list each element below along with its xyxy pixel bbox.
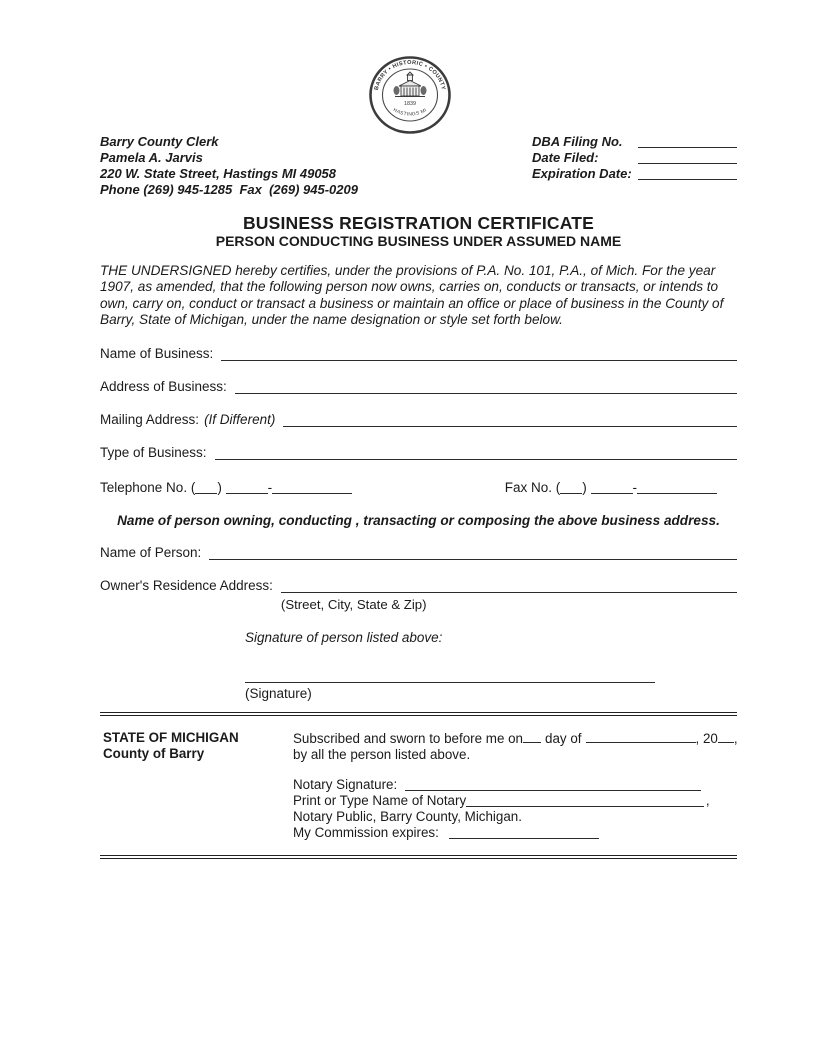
certification-paragraph: THE UNDERSIGNED hereby certifies, under the provisions of P.A. No. 101, P.A., of Mich. For the year 1907, as amended, that the following person now owns, carries on, conducts or transacts, or intends to own, carry on, conduct or transact a business or maintain an office or place of business in the County of Barry, State of Michigan, under the name designation or style set forth below. bbox=[100, 263, 724, 328]
business-name-label: Name of Business: bbox=[100, 345, 214, 361]
notary-signature-field[interactable] bbox=[405, 790, 700, 791]
title-block bbox=[100, 213, 737, 250]
mailing-address-label: Mailing Address: bbox=[100, 411, 200, 427]
person-name-label: Name of Person: bbox=[100, 544, 202, 560]
person-name-row bbox=[100, 543, 737, 563]
signature-block bbox=[245, 629, 737, 702]
county-seal-image bbox=[368, 56, 452, 134]
business-name-row bbox=[100, 344, 737, 364]
notary-print-name-label: Print or Type Name of Notary bbox=[293, 792, 467, 808]
clerk-name-line: Pamela A. Jarvis bbox=[100, 150, 203, 165]
dba-filing-no-label: DBA Filing No. bbox=[532, 134, 623, 149]
clerk-info-block bbox=[100, 134, 358, 198]
telephone-group bbox=[100, 478, 352, 498]
svg-text:HASTINGS MI bbox=[392, 107, 428, 117]
sworn-year-prefix: , 20 bbox=[695, 730, 718, 746]
commission-expires-row bbox=[293, 825, 738, 841]
business-name-field[interactable] bbox=[221, 360, 737, 361]
telephone-paren-close: ) bbox=[217, 479, 222, 495]
telephone-area-field[interactable] bbox=[195, 481, 217, 494]
filing-info-block bbox=[532, 134, 737, 198]
section-divider-bottom bbox=[100, 855, 737, 859]
clerk-phone-line: Phone (269) 945-1285 Fax (269) 945-0209 bbox=[100, 182, 358, 197]
notary-state-line: STATE OF MICHIGAN bbox=[103, 729, 239, 745]
telephone-prefix-field[interactable] bbox=[226, 481, 268, 494]
courthouse-icon bbox=[393, 72, 426, 97]
notary-print-name-field[interactable] bbox=[466, 806, 704, 807]
notary-public-line: Notary Public, Barry County, Michigan. bbox=[293, 808, 522, 824]
sworn-statement-line2: by all the person listed above. bbox=[293, 746, 471, 762]
telephone-label: Telephone No. bbox=[100, 479, 188, 495]
sworn-statement-line1 bbox=[293, 730, 738, 747]
commission-expires-field[interactable] bbox=[449, 838, 599, 839]
business-type-field[interactable] bbox=[215, 459, 737, 460]
expiration-date-label: Expiration Date: bbox=[532, 166, 632, 181]
date-filed-field[interactable] bbox=[638, 163, 737, 164]
owner-section-heading: Name of person owning, conducting , transacting or composing the above business address. bbox=[117, 512, 720, 528]
seal-ring-text: BARRY • HISTORIC • COUNTY bbox=[373, 59, 446, 91]
person-name-field[interactable] bbox=[209, 559, 737, 560]
business-address-field[interactable] bbox=[235, 393, 737, 394]
signature-field[interactable] bbox=[245, 682, 655, 683]
notary-section bbox=[100, 730, 737, 841]
notary-signature-row bbox=[293, 777, 738, 793]
telephone-line-field[interactable] bbox=[272, 481, 352, 494]
clerk-office-line: Barry County Clerk bbox=[100, 134, 219, 149]
business-address-label: Address of Business: bbox=[100, 378, 227, 394]
fax-group bbox=[505, 478, 717, 498]
notary-statement-block bbox=[293, 730, 738, 841]
fax-label: Fax No. bbox=[504, 479, 552, 495]
expiration-date-field[interactable] bbox=[638, 179, 737, 180]
mailing-address-field[interactable] bbox=[283, 426, 737, 427]
fax-area-field[interactable] bbox=[560, 481, 582, 494]
business-type-row bbox=[100, 443, 737, 463]
clerk-address-line: 220 W. State Street, Hastings MI 49058 bbox=[100, 166, 337, 181]
residence-address-field[interactable] bbox=[281, 576, 737, 593]
telephone-paren-open: ( bbox=[190, 479, 196, 495]
residence-address-row bbox=[100, 576, 737, 615]
fax-line-field[interactable] bbox=[637, 481, 717, 494]
sworn-prefix: Subscribed and sworn to before me on bbox=[293, 730, 524, 746]
notary-print-name-comma: , bbox=[705, 792, 710, 808]
commission-expires-label: My Commission expires: bbox=[293, 824, 439, 840]
fax-paren-close: ) bbox=[582, 479, 587, 495]
fax-prefix-field[interactable] bbox=[591, 481, 633, 494]
form-header bbox=[100, 134, 737, 198]
fax-hyphen: - bbox=[632, 479, 637, 495]
notary-jurisdiction-block bbox=[100, 730, 293, 841]
telephone-fax-row bbox=[100, 478, 737, 498]
sworn-trailing-comma: , bbox=[733, 730, 738, 746]
notary-signature-label: Notary Signature: bbox=[293, 776, 398, 792]
document-title: BUSINESS REGISTRATION CERTIFICATE bbox=[242, 213, 595, 233]
residence-address-hint: (Street, City, State & Zip) bbox=[280, 596, 427, 612]
residence-address-label: Owner's Residence Address: bbox=[100, 577, 273, 593]
document-subtitle: PERSON CONDUCTING BUSINESS UNDER ASSUMED NAME bbox=[215, 233, 622, 249]
date-filed-label: Date Filed: bbox=[532, 150, 599, 165]
fax-paren-open: ( bbox=[555, 479, 561, 495]
signature-instruction: Signature of person listed above: bbox=[245, 629, 443, 645]
sworn-month-field[interactable] bbox=[586, 730, 696, 743]
dba-filing-no-field[interactable] bbox=[638, 147, 737, 148]
section-divider-top bbox=[100, 712, 737, 716]
sworn-day-field[interactable] bbox=[523, 730, 541, 743]
telephone-hyphen: - bbox=[267, 479, 273, 495]
notary-county-line: County of Barry bbox=[103, 745, 205, 761]
business-type-label: Type of Business: bbox=[100, 444, 207, 460]
sworn-year-field[interactable] bbox=[718, 730, 734, 743]
sworn-day-of: day of bbox=[545, 730, 582, 746]
county-seal bbox=[0, 0, 819, 134]
business-address-row bbox=[100, 377, 737, 397]
mailing-address-note: (If Different) bbox=[204, 411, 276, 427]
seal-year: 1839 bbox=[403, 101, 416, 107]
notary-print-name-row bbox=[293, 793, 738, 809]
seal-bottom-text: HASTINGS MI bbox=[391, 108, 428, 118]
mailing-address-row bbox=[100, 410, 737, 430]
signature-caption: (Signature) bbox=[245, 685, 312, 701]
